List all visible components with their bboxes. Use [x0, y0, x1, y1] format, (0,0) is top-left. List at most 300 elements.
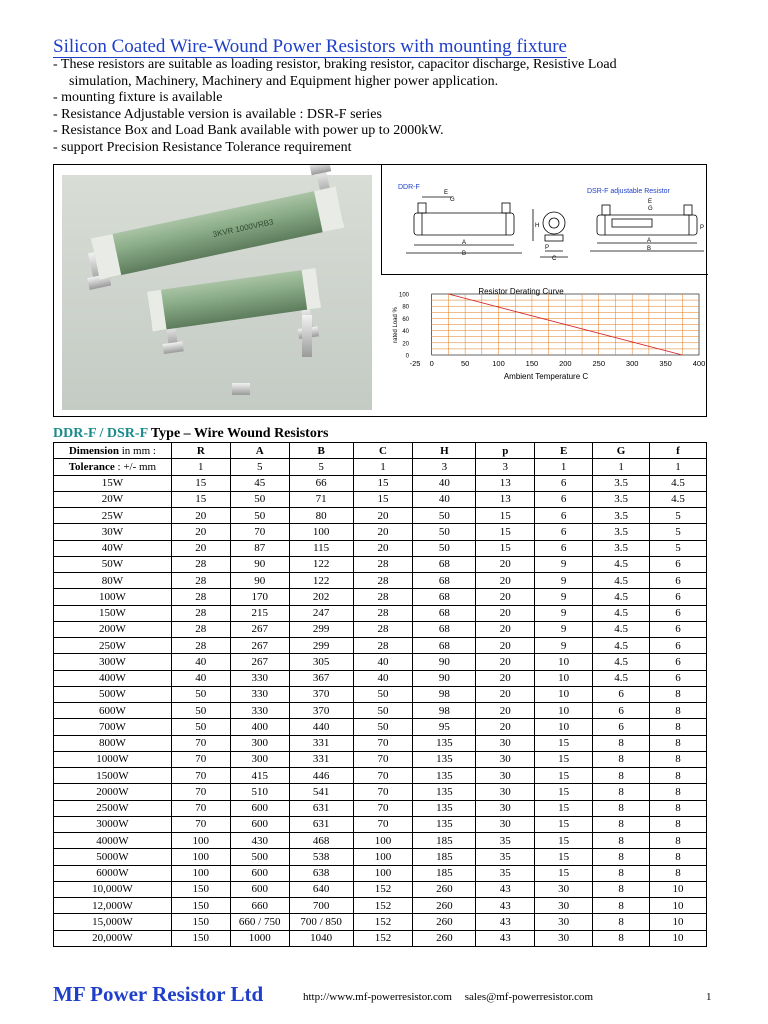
dimension-cell: 20 — [476, 605, 535, 621]
dimension-cell: 8 — [650, 751, 707, 767]
dimension-cell: 260 — [413, 930, 476, 946]
dimension-cell: 6 — [650, 605, 707, 621]
power-rating-cell: 80W — [54, 573, 172, 589]
dimension-cell: 6 — [535, 491, 593, 507]
table-row — [54, 638, 707, 654]
table-row — [54, 768, 707, 784]
dimension-diagram — [381, 165, 708, 275]
dimension-cell: 6 — [593, 703, 650, 719]
feature-item: - Resistance Adjustable version is available : DSR-F series — [53, 106, 382, 122]
dimension-cell: 50 — [171, 719, 230, 735]
dimension-cell: 8 — [593, 914, 650, 930]
website-link[interactable]: http://www.mf-powerresistor.com — [303, 991, 452, 1003]
dimension-cell: 631 — [289, 816, 353, 832]
y-tick-label: 100 — [398, 292, 409, 299]
dimension-cell: 541 — [289, 784, 353, 800]
y-tick-label: 60 — [402, 316, 409, 323]
dimension-cell: 700 / 850 — [289, 914, 353, 930]
x-axis-label: Ambient Temperature C — [503, 372, 589, 381]
x-tick-label: 200 — [559, 359, 572, 368]
dimension-cell: 30 — [476, 784, 535, 800]
tolerance-cell: 3 — [476, 459, 535, 475]
table-row — [54, 475, 707, 491]
dimension-cell: 4.5 — [593, 670, 650, 686]
table-row — [54, 524, 707, 540]
table-row — [54, 914, 707, 930]
dimension-cell: 150 — [171, 881, 230, 897]
dimension-cell: 260 — [413, 881, 476, 897]
x-tick-label: 50 — [460, 359, 470, 368]
dimension-cell: 260 — [413, 914, 476, 930]
table-row — [54, 621, 707, 637]
dimension-cell: 50 — [413, 524, 476, 540]
dimension-cell: 660 — [230, 898, 289, 914]
resistor-marking: 3KVR 1000VRB3 — [211, 217, 275, 240]
dimension-cell: 43 — [476, 914, 535, 930]
dimension-cell: 15 — [171, 491, 230, 507]
dimension-cell: 70 — [171, 800, 230, 816]
tolerance-row — [54, 459, 707, 475]
x-tick-label: -25 — [409, 359, 421, 368]
power-rating-cell: 25W — [54, 508, 172, 524]
dimension-cell: 6 — [650, 670, 707, 686]
dimension-cell: 50 — [353, 719, 413, 735]
dimension-cell: 20 — [476, 719, 535, 735]
dimension-cell: 70 — [353, 816, 413, 832]
dimension-cell: 4.5 — [593, 556, 650, 572]
dimension-cell: 1040 — [289, 930, 353, 946]
table-row — [54, 670, 707, 686]
dimension-cell: 50 — [353, 686, 413, 702]
power-rating-cell: 150W — [54, 605, 172, 621]
feature-item: simulation, Machinery, Machinery and Equipment higher power application. — [69, 73, 499, 89]
dimension-cell: 28 — [353, 621, 413, 637]
dimension-cell: 28 — [171, 589, 230, 605]
dim-p-adjustable: P — [700, 225, 705, 231]
tolerance-cell: 3 — [413, 459, 476, 475]
table-header-row — [54, 443, 707, 459]
power-rating-cell: 2500W — [54, 800, 172, 816]
dimension-cell: 70 — [353, 735, 413, 751]
dimension-cell: 8 — [650, 800, 707, 816]
dimension-cell: 50 — [413, 540, 476, 556]
table-row — [54, 898, 707, 914]
dimension-cell: 8 — [650, 849, 707, 865]
dimension-cell: 135 — [413, 816, 476, 832]
dimension-cell: 260 — [413, 898, 476, 914]
dimension-cell: 152 — [353, 898, 413, 914]
dimension-cell: 70 — [353, 800, 413, 816]
dimension-cell: 20 — [171, 524, 230, 540]
dimension-cell: 15 — [535, 833, 593, 849]
tolerance-cell: 1 — [171, 459, 230, 475]
dimension-cell: 28 — [353, 556, 413, 572]
dimension-cell: 30 — [535, 898, 593, 914]
dimension-cell: 300 — [230, 751, 289, 767]
table-row — [54, 751, 707, 767]
dim-g: G — [450, 197, 455, 203]
derating-chart-svg — [381, 275, 708, 418]
dimension-cell: 638 — [289, 865, 353, 881]
dimension-cell: 10 — [535, 654, 593, 670]
table-title — [53, 426, 329, 442]
dimension-cell: 367 — [289, 670, 353, 686]
dimension-cell: 100 — [353, 865, 413, 881]
dimension-cell: 631 — [289, 800, 353, 816]
dimension-cell: 6 — [535, 540, 593, 556]
dimension-cell: 90 — [413, 654, 476, 670]
column-header: E — [535, 443, 593, 459]
feature-item: - support Precision Resistance Tolerance requirement — [53, 139, 352, 155]
dimension-cell: 10 — [650, 898, 707, 914]
dimension-cell: 40 — [413, 491, 476, 507]
dimension-cell: 8 — [650, 833, 707, 849]
dim-b-adjustable: B — [647, 246, 652, 252]
dimension-cell: 600 — [230, 865, 289, 881]
x-tick-label: 150 — [525, 359, 539, 368]
dimension-cell: 152 — [353, 914, 413, 930]
dimension-cell: 185 — [413, 849, 476, 865]
tolerance-cell: 1 — [650, 459, 707, 475]
dimension-cell: 6 — [535, 475, 593, 491]
dimension-cell: 30 — [476, 800, 535, 816]
table-body — [54, 475, 707, 946]
dimension-cell: 331 — [289, 735, 353, 751]
tolerance-cell: 1 — [535, 459, 593, 475]
dimension-cell: 8 — [650, 784, 707, 800]
dimension-cell: 13 — [476, 491, 535, 507]
dimension-cell: 150 — [171, 914, 230, 930]
power-rating-cell: 20,000W — [54, 930, 172, 946]
power-rating-cell: 30W — [54, 524, 172, 540]
dimension-cell: 135 — [413, 768, 476, 784]
dimension-cell: 35 — [476, 833, 535, 849]
dimension-cell: 122 — [289, 556, 353, 572]
derating-chart — [381, 275, 708, 418]
dimension-cell: 640 — [289, 881, 353, 897]
dimension-cell: 415 — [230, 768, 289, 784]
dimension-cell: 8 — [593, 833, 650, 849]
table-row — [54, 800, 707, 816]
dimension-cell: 28 — [171, 573, 230, 589]
power-rating-cell: 6000W — [54, 865, 172, 881]
dim-g-adjustable: G — [648, 206, 653, 212]
dimension-cell: 135 — [413, 751, 476, 767]
dimension-cell: 66 — [289, 475, 353, 491]
column-header: H — [413, 443, 476, 459]
column-header: B — [289, 443, 353, 459]
dimension-cell: 4.5 — [593, 605, 650, 621]
dimension-cell: 15 — [476, 508, 535, 524]
dimension-cell: 100 — [289, 524, 353, 540]
dim-a-adjustable: A — [647, 238, 652, 244]
power-rating-cell: 600W — [54, 703, 172, 719]
dimension-cell: 3.5 — [593, 524, 650, 540]
dimension-cell: 135 — [413, 784, 476, 800]
dimension-cell: 202 — [289, 589, 353, 605]
power-rating-cell: 3000W — [54, 816, 172, 832]
dimension-cell: 15 — [535, 865, 593, 881]
dimension-cell: 15 — [476, 540, 535, 556]
table-title-prefix: DDR-F / DSR-F — [53, 426, 148, 441]
dimension-cell: 43 — [476, 930, 535, 946]
dimension-cell: 50 — [353, 703, 413, 719]
dimension-cell: 267 — [230, 638, 289, 654]
feature-item: - These resistors are suitable as loading resistor, braking resistor, capacitor discharge, Resistive Load — [53, 57, 617, 72]
dimension-cell: 90 — [230, 556, 289, 572]
dimension-cell: 70 — [171, 735, 230, 751]
dimension-cell: 152 — [353, 930, 413, 946]
dimension-cell: 4.5 — [593, 573, 650, 589]
dimension-cell: 10 — [650, 881, 707, 897]
dimension-cell: 660 / 750 — [230, 914, 289, 930]
dimension-cell: 15 — [476, 524, 535, 540]
dimension-cell: 6 — [650, 654, 707, 670]
dimension-cell: 43 — [476, 898, 535, 914]
table-row — [54, 589, 707, 605]
dimension-cell: 100 — [171, 833, 230, 849]
dimension-cell: 28 — [171, 638, 230, 654]
dimension-cell: 100 — [171, 849, 230, 865]
dimension-cell: 8 — [650, 816, 707, 832]
dimension-cell: 3.5 — [593, 540, 650, 556]
dimension-cell: 400 — [230, 719, 289, 735]
dimension-cell: 68 — [413, 556, 476, 572]
power-rating-cell: 250W — [54, 638, 172, 654]
dimension-cell: 68 — [413, 589, 476, 605]
dimension-cell: 6 — [535, 508, 593, 524]
dimension-cell: 700 — [289, 898, 353, 914]
tolerance-cell: 1 — [593, 459, 650, 475]
dimension-cell: 28 — [171, 556, 230, 572]
dimension-cell: 9 — [535, 621, 593, 637]
feature-list — [53, 57, 743, 156]
dimension-cell: 20 — [476, 621, 535, 637]
dimension-cell: 98 — [413, 686, 476, 702]
dimension-cell: 50 — [171, 703, 230, 719]
column-header: G — [593, 443, 650, 459]
dimension-cell: 20 — [476, 556, 535, 572]
power-rating-cell: 1500W — [54, 768, 172, 784]
dimension-cell: 70 — [353, 784, 413, 800]
dimension-cell: 50 — [413, 508, 476, 524]
dimension-cell: 28 — [353, 605, 413, 621]
x-tick-label: 300 — [625, 359, 639, 368]
dimension-cell: 20 — [476, 638, 535, 654]
dim-c: C — [552, 256, 557, 262]
power-rating-cell: 800W — [54, 735, 172, 751]
dim-p: P — [545, 245, 550, 251]
page-number: 1 — [706, 991, 712, 1003]
x-tick-label: 100 — [492, 359, 505, 368]
dimension-cell: 135 — [413, 735, 476, 751]
page-title-text: Silicon Coated Wire-Wound Power Resistors with mounting fixture — [53, 36, 567, 57]
dimension-cell: 8 — [593, 865, 650, 881]
dimension-cell: 68 — [413, 605, 476, 621]
dimension-cell: 87 — [230, 540, 289, 556]
power-rating-cell: 20W — [54, 491, 172, 507]
dimension-cell: 71 — [289, 491, 353, 507]
dimension-cell: 68 — [413, 638, 476, 654]
dimension-cell: 267 — [230, 654, 289, 670]
table-row — [54, 491, 707, 507]
dimension-cell: 8 — [593, 768, 650, 784]
dimension-cell: 468 — [289, 833, 353, 849]
dimension-cell: 8 — [593, 735, 650, 751]
dimension-cell: 5 — [650, 524, 707, 540]
column-header: f — [650, 443, 707, 459]
dimension-cell: 331 — [289, 751, 353, 767]
dimension-cell: 15 — [171, 475, 230, 491]
dimension-cell: 20 — [476, 654, 535, 670]
dimension-cell: 6 — [650, 621, 707, 637]
power-rating-cell: 500W — [54, 686, 172, 702]
dimension-cell: 6 — [650, 589, 707, 605]
power-rating-cell: 200W — [54, 621, 172, 637]
dimension-cell: 15 — [535, 735, 593, 751]
y-tick-label: 40 — [402, 329, 409, 336]
dimension-cell: 440 — [289, 719, 353, 735]
dimension-cell: 4.5 — [593, 638, 650, 654]
dimension-cell: 370 — [289, 686, 353, 702]
dimension-cell: 3.5 — [593, 491, 650, 507]
dimension-cell: 20 — [353, 508, 413, 524]
dimension-cell: 185 — [413, 833, 476, 849]
dimension-cell: 330 — [230, 686, 289, 702]
table-title-suffix: Type – Wire Wound Resistors — [147, 426, 329, 441]
tolerance-cell: 5 — [289, 459, 353, 475]
dimension-cell: 70 — [171, 784, 230, 800]
dimension-cell: 6 — [650, 556, 707, 572]
dimension-cell: 8 — [593, 816, 650, 832]
dimension-cell: 430 — [230, 833, 289, 849]
table-row — [54, 686, 707, 702]
dimension-cell: 15 — [535, 816, 593, 832]
dimension-cell: 15 — [535, 784, 593, 800]
dimension-cell: 8 — [593, 898, 650, 914]
dimension-cell: 150 — [171, 930, 230, 946]
dimension-cell: 45 — [230, 475, 289, 491]
dimension-cell: 8 — [593, 930, 650, 946]
x-tick-label: 0 — [429, 359, 434, 368]
dimension-cell: 4.5 — [650, 475, 707, 491]
dimension-cell: 8 — [593, 849, 650, 865]
dimension-cell: 20 — [476, 686, 535, 702]
dimension-cell: 30 — [476, 816, 535, 832]
column-header: C — [353, 443, 413, 459]
ddr-f-label: DDR-F — [398, 184, 420, 191]
dimension-cell: 40 — [171, 670, 230, 686]
dimension-cell: 35 — [476, 849, 535, 865]
dimension-cell: 330 — [230, 670, 289, 686]
dimension-cell: 50 — [230, 491, 289, 507]
dimension-cell: 30 — [476, 751, 535, 767]
dimension-cell: 20 — [171, 540, 230, 556]
table-row — [54, 849, 707, 865]
dimension-cell: 20 — [476, 703, 535, 719]
column-header: R — [171, 443, 230, 459]
dimension-cell: 28 — [353, 589, 413, 605]
product-photo — [54, 165, 381, 418]
power-rating-cell: 12,000W — [54, 898, 172, 914]
dimension-cell: 20 — [353, 540, 413, 556]
dimension-cell: 50 — [230, 508, 289, 524]
table-row — [54, 881, 707, 897]
dimension-cell: 13 — [476, 475, 535, 491]
dimension-cell: 330 — [230, 703, 289, 719]
dimension-cell: 30 — [535, 930, 593, 946]
dim-a: A — [462, 240, 467, 246]
email-link[interactable]: sales@mf-powerresistor.com — [464, 991, 594, 1003]
dimension-cell: 370 — [289, 703, 353, 719]
dimension-cell: 600 — [230, 816, 289, 832]
dimension-cell: 4.5 — [593, 621, 650, 637]
dimension-cell: 10 — [535, 686, 593, 702]
dimension-cell: 122 — [289, 573, 353, 589]
dimension-cell: 215 — [230, 605, 289, 621]
y-tick-label: 80 — [402, 304, 409, 311]
dimension-cell: 510 — [230, 784, 289, 800]
dimension-cell: 9 — [535, 589, 593, 605]
feature-item: - mounting fixture is available — [53, 90, 223, 105]
dimension-cell: 20 — [353, 524, 413, 540]
dim-e: E — [444, 190, 449, 196]
dimension-cell: 15 — [535, 768, 593, 784]
dimension-cell: 6 — [535, 524, 593, 540]
dimension-cell: 299 — [289, 621, 353, 637]
dimension-cell: 8 — [593, 784, 650, 800]
dimension-cell: 9 — [535, 605, 593, 621]
dimension-cell: 68 — [413, 621, 476, 637]
tolerance-cell: 1 — [353, 459, 413, 475]
tolerance-label: Tolerance : +/- mm — [54, 459, 172, 475]
power-rating-cell: 1000W — [54, 751, 172, 767]
dimension-cell: 30 — [535, 881, 593, 897]
dimension-cell: 3.5 — [593, 508, 650, 524]
dimension-cell: 299 — [289, 638, 353, 654]
dimension-cell: 100 — [353, 849, 413, 865]
dimension-cell: 300 — [230, 735, 289, 751]
dimension-cell: 20 — [171, 508, 230, 524]
x-tick-label: 400 — [692, 359, 706, 368]
dimension-cell: 70 — [171, 751, 230, 767]
dimension-cell: 90 — [413, 670, 476, 686]
dimension-cell: 4.5 — [593, 654, 650, 670]
dimension-cell: 28 — [171, 605, 230, 621]
power-rating-cell: 15W — [54, 475, 172, 491]
y-tick-label: 20 — [402, 341, 409, 348]
y-axis-label: rated Load % — [393, 307, 399, 343]
dimension-cell: 10 — [535, 703, 593, 719]
dimension-cell: 185 — [413, 865, 476, 881]
dimension-cell: 70 — [171, 768, 230, 784]
dimension-cell: 30 — [476, 768, 535, 784]
table-row — [54, 703, 707, 719]
dimension-cell: 40 — [353, 654, 413, 670]
dimension-cell: 28 — [353, 573, 413, 589]
dim-e-adjustable: E — [648, 199, 653, 205]
table-row — [54, 508, 707, 524]
power-rating-cell: 15,000W — [54, 914, 172, 930]
dsr-f-label: DSR-F adjustable Resistor — [587, 188, 670, 195]
table-row — [54, 540, 707, 556]
dimension-cell: 100 — [171, 865, 230, 881]
power-rating-cell: 100W — [54, 589, 172, 605]
dimension-cell: 15 — [535, 800, 593, 816]
dimension-cell: 8 — [593, 881, 650, 897]
dimension-cell: 100 — [353, 833, 413, 849]
dimension-cell: 70 — [171, 816, 230, 832]
